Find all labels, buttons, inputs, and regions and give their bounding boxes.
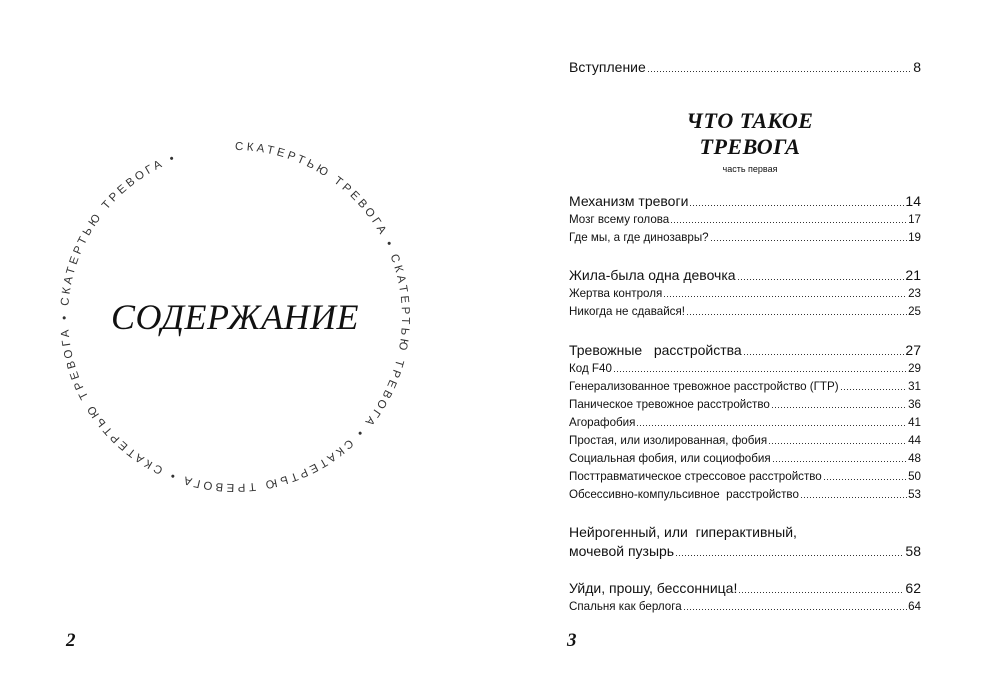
toc-entry[interactable] [569, 213, 921, 226]
toc-entry[interactable] [569, 452, 921, 465]
ring-textpath: СКАТЕРТЬЮ ТРЕВОГА • СКАТЕРТЬЮ ТРЕВОГА • СКАТЕРТЬЮ ТРЕВОГА • СКАТЕРТЬЮ ТРЕВОГА • СКАТЕРТЬЮ ТРЕВОГА • [58, 140, 412, 494]
toc-page: 19 [908, 231, 921, 244]
toc-page: 48 [908, 452, 921, 465]
toc-page: 36 [908, 398, 921, 411]
toc-entry[interactable] [569, 231, 921, 244]
toc-leader [663, 296, 907, 297]
part-subtitle: часть первая [722, 164, 778, 174]
toc-page: 53 [908, 488, 921, 501]
page-number-right: 3 [567, 630, 577, 651]
toc-label: Уйди, прошу, бессонница! [569, 580, 738, 596]
toc-page: 44 [908, 434, 921, 447]
toc-entry[interactable] [569, 305, 921, 318]
toc-label: Жила-была одна девочка [569, 267, 736, 283]
right-page [500, 0, 1000, 690]
toc-entry[interactable] [569, 580, 921, 596]
toc-entry[interactable] [569, 342, 921, 358]
toc-leader [647, 71, 912, 72]
toc-page: 21 [905, 267, 921, 283]
toc-page: 14 [905, 193, 921, 209]
toc-page: 41 [908, 416, 921, 429]
toc-leader [840, 389, 908, 390]
part-title-line1: ЧТО ТАКОЕ [686, 108, 814, 133]
toc-entry[interactable] [569, 434, 921, 447]
toc-entry[interactable] [569, 416, 921, 429]
toc-entry-intro[interactable] [569, 59, 921, 75]
toc-leader [613, 371, 907, 372]
part-title [650, 108, 850, 160]
toc-label: Тревожные расстройства [569, 342, 742, 358]
contents-title: СОДЕРЖАНИЕ [110, 297, 360, 337]
toc-label: Простая, или изолированная, фобия [569, 434, 768, 447]
toc-label: Обсессивно-компульсивное расстройство [569, 488, 799, 501]
toc-page: 31 [908, 380, 921, 393]
toc-leader [686, 314, 907, 315]
toc-page: 58 [905, 543, 921, 559]
toc-leader [738, 592, 904, 593]
toc-label: Агорафобия [569, 416, 636, 429]
toc-entry[interactable] [569, 398, 921, 411]
toc-leader [675, 555, 904, 556]
toc-label: Жертва контроля [569, 287, 663, 300]
toc-entry[interactable] [569, 543, 921, 559]
toc-page: 29 [908, 362, 921, 375]
toc-leader [800, 497, 907, 498]
toc-leader [772, 461, 907, 462]
toc-label: мочевой пузырь [569, 543, 675, 559]
toc-page: 8 [913, 59, 921, 75]
toc-page: 64 [908, 600, 921, 613]
toc-entry[interactable] [569, 267, 921, 283]
toc-label: Мозг всему голова [569, 213, 670, 226]
toc-leader [689, 205, 904, 206]
toc-label: Никогда не сдавайся! [569, 305, 685, 318]
toc-entry[interactable] [569, 380, 921, 393]
toc-label: Вступление [569, 59, 646, 75]
toc-entry[interactable] [569, 362, 921, 375]
toc-page: 25 [908, 305, 921, 318]
toc-leader [670, 222, 907, 223]
toc-leader [823, 479, 907, 480]
toc-leader [743, 354, 905, 355]
toc-leader [768, 443, 907, 444]
toc-entry[interactable] [569, 488, 921, 501]
toc-label: Код F40 [569, 362, 612, 375]
toc-page: 27 [905, 342, 921, 358]
toc-label: Социальная фобия, или социофобия [569, 452, 771, 465]
toc-leader [683, 609, 907, 610]
toc-label: Паническое тревожное расстройство [569, 398, 770, 411]
toc-label: Посттравматическое стрессовое расстройство [569, 470, 822, 483]
toc-page: 50 [908, 470, 921, 483]
toc-leader [636, 425, 907, 426]
toc-entry[interactable] [569, 193, 921, 209]
toc-leader [710, 240, 907, 241]
toc-leader [771, 407, 907, 408]
toc-label: Механизм тревоги [569, 193, 689, 209]
toc-page: 17 [908, 213, 921, 226]
toc-label: Спальня как берлога [569, 600, 682, 613]
toc-entry[interactable] [569, 287, 921, 300]
toc-entry-line1[interactable]: Нейрогенный, или гиперактивный, [569, 524, 797, 540]
toc-label: Где мы, а где динозавры? [569, 231, 709, 244]
page-number-left: 2 [66, 630, 76, 651]
toc-page: 23 [908, 287, 921, 300]
toc-entry[interactable] [569, 470, 921, 483]
toc-page: 62 [905, 580, 921, 596]
toc-leader [737, 279, 905, 280]
toc-label: Генерализованное тревожное расстройство (ГТР) [569, 380, 839, 393]
part-title-line2: ТРЕВОГА [699, 134, 801, 159]
toc-entry[interactable] [569, 600, 921, 613]
